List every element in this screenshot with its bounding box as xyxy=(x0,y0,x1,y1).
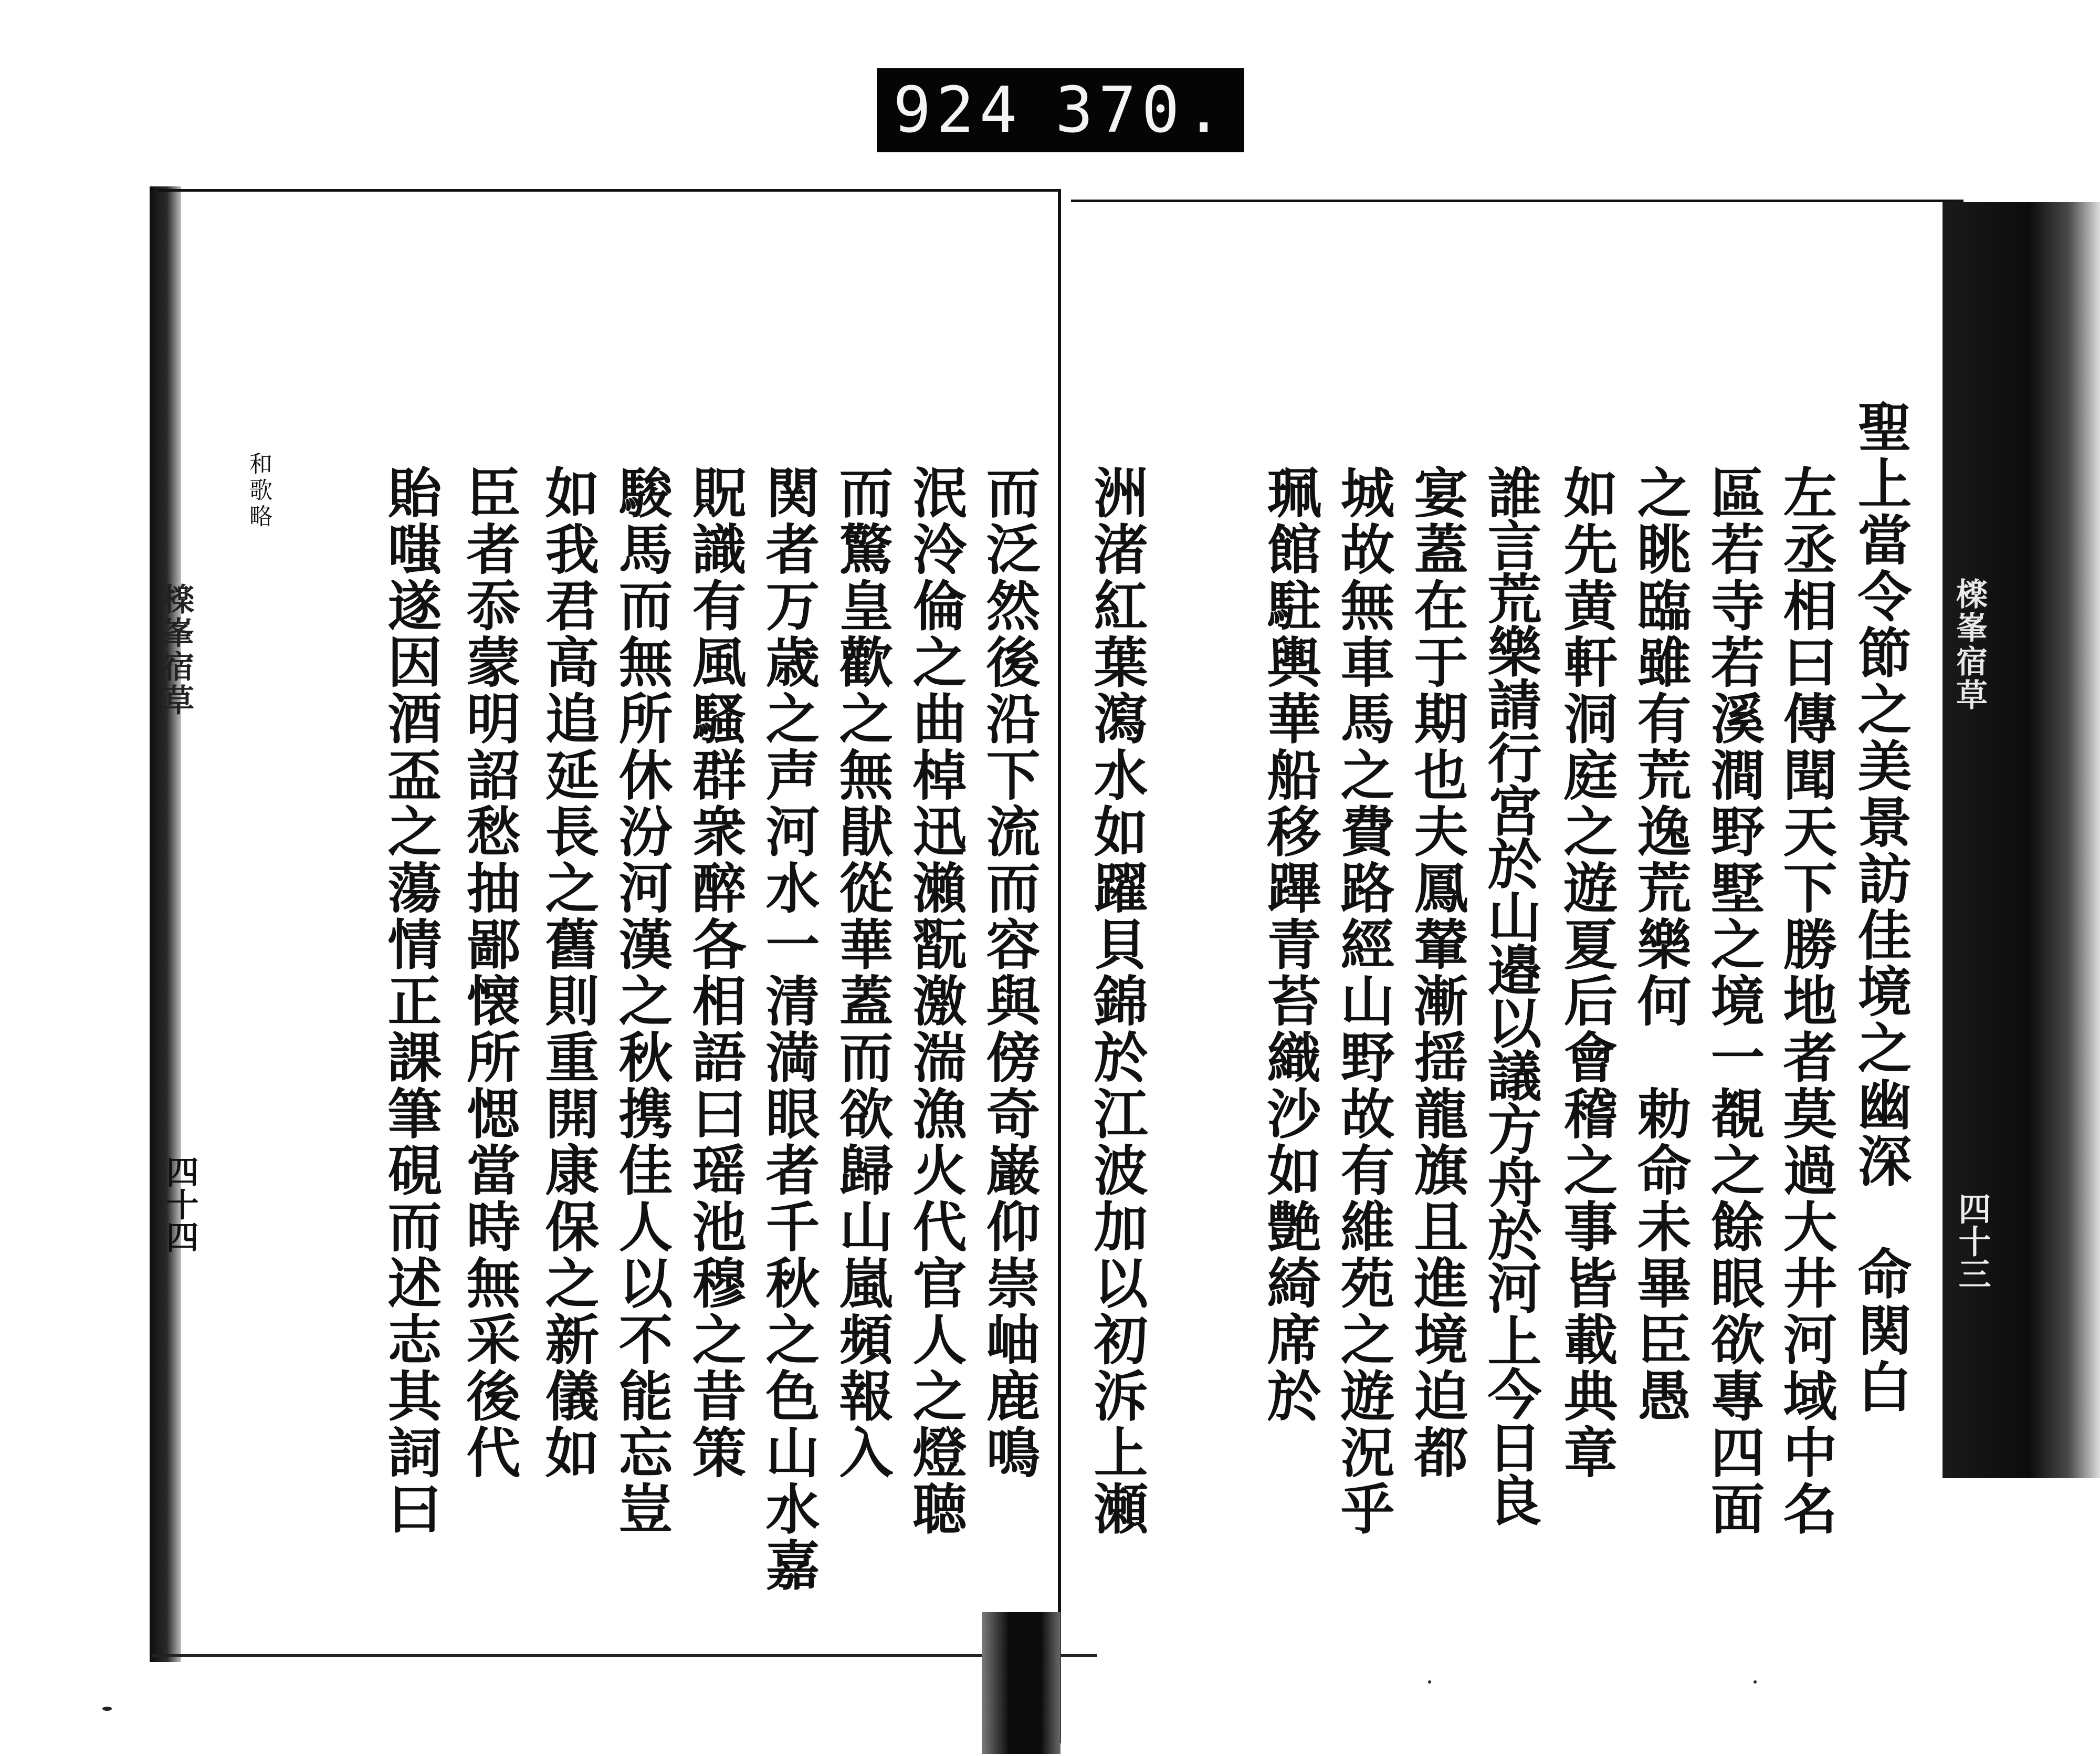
text-column: 関者万歳之声河水一清満眼者千秋之色山水嘉 xyxy=(757,465,820,1594)
scan-speck xyxy=(1428,1680,1431,1684)
text-column: 而驚皇歡之無猒從華蓋而欲歸山嵐頻報入 xyxy=(830,465,894,1481)
text-column: 城故無車馬之費路經山野故有維苑之遊況乎 xyxy=(1331,465,1395,1538)
text-column: 之眺臨雖有荒逸荒樂何 勅命未畢臣愚 xyxy=(1628,465,1692,1425)
text-column: 誰言荒樂請行宮於山邉以議方舟於河上今日良 xyxy=(1478,465,1542,1525)
call-number-left: 924 xyxy=(893,74,1023,147)
text-column: 珮館駐輿華船移蹕青苔織沙如艶綺席於 xyxy=(1258,465,1321,1425)
left-page-top-rule xyxy=(158,189,1060,192)
call-number-label xyxy=(877,68,1244,152)
running-title-right: 檪峯宿草 xyxy=(1951,578,1988,712)
left-page-bottom-rule xyxy=(152,1654,1097,1657)
text-column: 泯泠倫之曲棹迅瀨翫激湍漁火代官人之燈聴 xyxy=(904,465,967,1538)
text-column: 如先黄軒洞庭之遊夏后會稽之事皆載典章 xyxy=(1555,465,1618,1481)
scan-speck xyxy=(1754,1680,1757,1684)
text-column: 貽嗤遂因酒盃之蕩情正課筆硯而述志其詞曰 xyxy=(379,465,442,1538)
folio-left: 四十四 xyxy=(161,1155,199,1253)
right-page-top-rule xyxy=(1071,200,1964,202)
page-gutter xyxy=(1058,189,1061,1743)
section-heading: 和歌略 xyxy=(245,452,272,530)
text-column: 駿馬而無所休汾河漢之秋携佳人以不能忘豈 xyxy=(610,465,673,1538)
text-column: 如我君高追延長之舊則重開康保之新儀如 xyxy=(536,465,600,1481)
folio-right: 四十三 xyxy=(1953,1192,1991,1290)
running-title-left: 檪峯宿草 xyxy=(158,583,194,717)
binding-thread xyxy=(982,1612,1060,1754)
left-page-edge xyxy=(150,186,181,1662)
call-number-right: 370. xyxy=(1055,74,1228,147)
text-column: 臣者忝蒙明詔愁抽鄙懐所愢當時無采後代 xyxy=(457,465,521,1481)
text-column: 區若寺若溪澗野墅之境一覩之餘眼欲專四面 xyxy=(1702,465,1765,1538)
text-column: 貺識有風騷群衆醉各相語曰瑶池穆之昔策 xyxy=(683,465,747,1481)
text-column: 宴蓋在于期也夫鳳輦漸揺龍旗且進境迫都 xyxy=(1405,465,1468,1481)
scan-speck xyxy=(102,1707,112,1711)
text-column: 左丞相曰傳聞天下勝地者莫過大井河域中名 xyxy=(1774,465,1838,1538)
text-column: 洲渚紅葉瀉水如躍貝錦於江波加以初泝上瀬 xyxy=(1085,465,1148,1538)
text-column: 而泛然後沿下流而容與傍奇巌仰崇岫鹿鳴 xyxy=(977,465,1041,1481)
text-column: 聖上當令節之美景訪佳境之幽深 命関白 xyxy=(1849,399,1912,1415)
